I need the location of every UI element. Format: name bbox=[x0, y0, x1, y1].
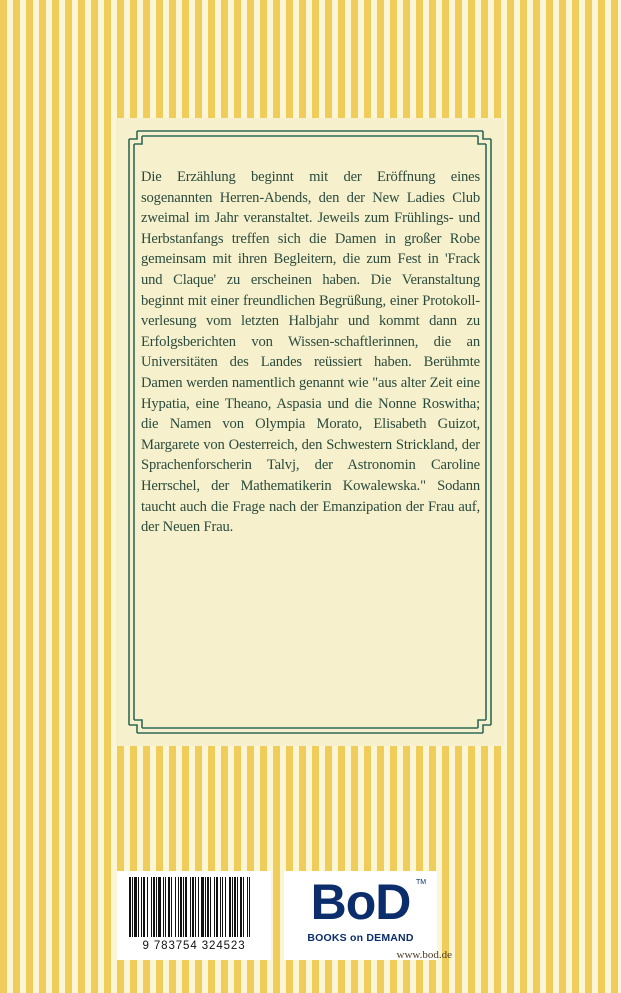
book-description: Die Erzählung beginnt mit der Eröffnung eines sogenannten Herren-Abends, den der New Ladies Club zweimal im Jahr veranstaltet. Jeweils zum Frühlings- und Herbstanfangs treffen sich die Damen in großer Robe gemeinsam mit ihren Begleitern, die zum Fest in 'Frack und Claque' zu erscheinen haben. Die Veranstaltung beginnt mit einer freundlichen Begrüßung, einer Protokoll-verlesung vom letzten Halbjahr und kommt dann zu Erfolgsberichten von Wissen-schaftlerinnen, die an Universitäten des Landes reüssiert haben. Berühmte Damen werden namentlich genannt wie "aus alter Zeit eine Hypatia, eine Theano, Aspasia und die Nonne Roswitha; die Namen von Olympia Morato, Elisabeth Guizot, Margarete von Oesterreich, den Schwestern Strickland, der Sprachenforscherin Talvj, der Astronomin Caroline Herrschel, der Mathematikerin Kowalewska." Sodann taucht auch die Frage nach der Emanzipation der Frau auf, der Neuen Frau. bbox=[141, 169, 480, 536]
bod-logo-text: BoD bbox=[310, 874, 411, 930]
publisher-logo bbox=[284, 871, 437, 960]
back-cover-panel bbox=[116, 118, 504, 746]
isbn-number: 9 783754 324523 bbox=[142, 940, 246, 952]
publisher-url: www.bod.de bbox=[396, 949, 452, 961]
isbn-barcode bbox=[117, 871, 271, 960]
bod-tagline: BOOKS on DEMAND bbox=[307, 932, 414, 944]
trademark-mark: TM bbox=[416, 879, 427, 886]
